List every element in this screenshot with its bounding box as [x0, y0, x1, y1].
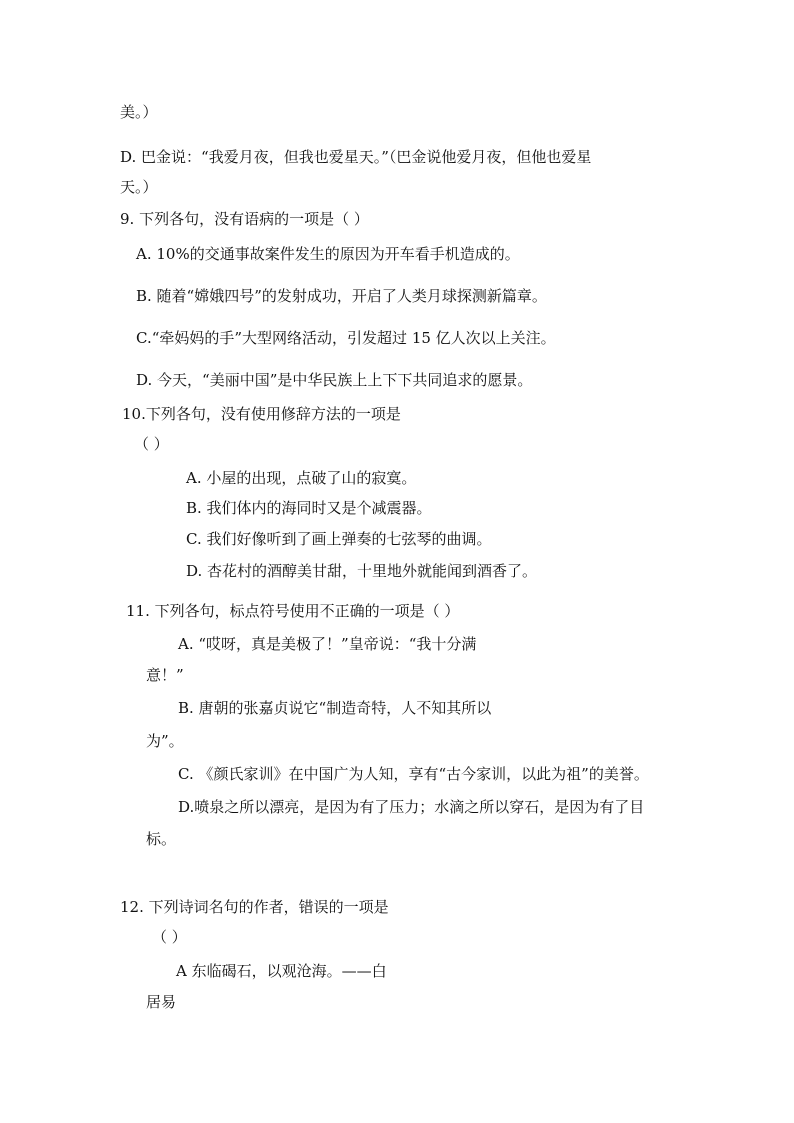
question-10: 10.下列各句，没有使用修辞方法的一项是: [122, 405, 401, 423]
text-line: 意！”: [146, 666, 184, 684]
answer-blank: （ ）: [134, 435, 169, 453]
option-b: B. 随着“嫦娥四号”的发射成功，开启了人类月球探测新篇章。: [136, 287, 547, 305]
text-line: 天。）: [120, 178, 158, 196]
text-line: 为”。: [146, 732, 184, 750]
option-d: D. 杏花村的酒醇美甘甜，十里地外就能闻到酒香了。: [186, 562, 538, 580]
answer-blank: （ ）: [152, 928, 187, 946]
option-c: C.“牵妈妈的手”大型网络活动，引发超过 15 亿人次以上关注。: [136, 329, 556, 347]
option-a: A. “哎呀，真是美极了！”皇帝说：“我十分满: [178, 635, 477, 653]
question-9: 9. 下列各句，没有语病的一项是（ ）: [120, 210, 369, 228]
option-b: B. 我们体内的海同时又是个减震器。: [186, 499, 432, 517]
option-a: A. 10%的交通事故案件发生的原因为开车看手机造成的。: [136, 245, 520, 263]
option-c: C. 我们好像听到了画上弹奏的七弦琴的曲调。: [186, 530, 492, 548]
question-12: 12. 下列诗词名句的作者，错误的一项是: [120, 898, 389, 916]
text-line: 美。）: [120, 103, 158, 121]
option-c: C. 《颜氏家训》在中国广为人知，享有“古今家训，以此为祖”的美誉。: [178, 765, 649, 783]
text-line: 居易: [146, 993, 177, 1011]
option-d: D. 今天，“美丽中国”是中华民族上上下下共同追求的愿景。: [136, 371, 533, 389]
option-d: D.喷泉之所以漂亮，是因为有了压力；水滴之所以穿石，是因为有了目: [178, 798, 645, 816]
question-11: 11. 下列各句，标点符号使用不正确的一项是（ ）: [126, 602, 460, 620]
option-d-line: D. 巴金说：“我爱月夜，但我也爱星天。”（巴金说他爱月夜，但他也爱星: [120, 148, 592, 166]
option-b: B. 唐朝的张嘉贞说它“制造奇特，人不知其所以: [178, 699, 492, 717]
option-a: A. 小屋的出现，点破了山的寂寞。: [186, 469, 417, 487]
option-a: A 东临碣石，以观沧海。——白: [176, 962, 387, 980]
text-line: 标。: [146, 830, 177, 848]
